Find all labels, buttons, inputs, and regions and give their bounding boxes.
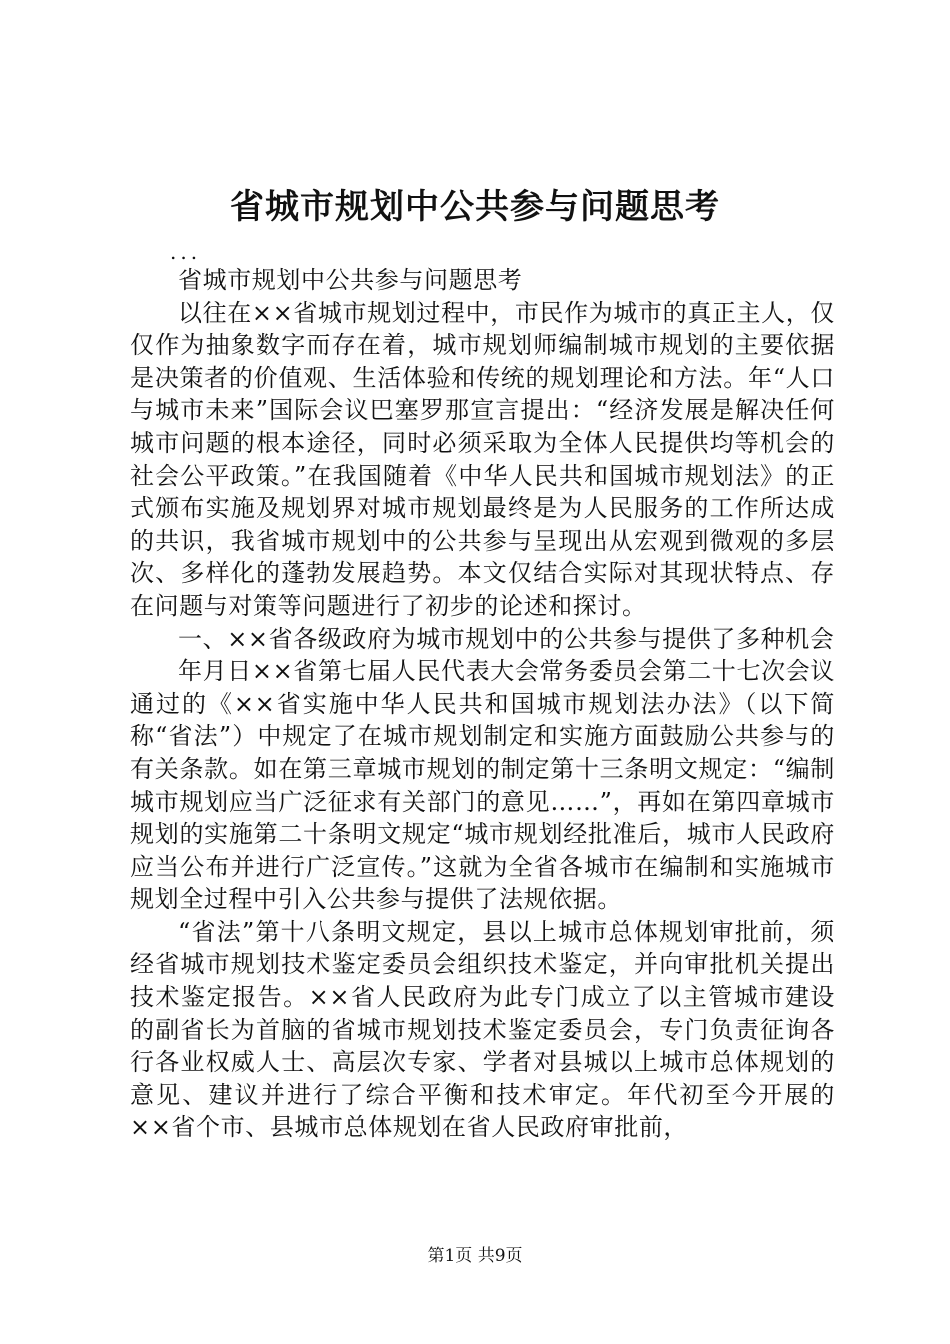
document-body bbox=[130, 240, 835, 1144]
subtitle-paragraph: 省城市规划中公共参与问题思考 bbox=[178, 266, 523, 294]
body-paragraph: “省法”第十八条明文规定，县以上城市总体规划审批前，须经省城市规划技术鉴定委员会组织技术鉴定，并向审批机关提出技术鉴定报告。××省人民政府为此专门成立了以主管城市建设的副省长为首脑的省城市规划技术鉴定委员会，专门负责征询各行各业权威人士、高层次专家、学者对县城以上城市总体规划的意见、建议并进行了综合平衡和技术审定。年代初至今开展的××省个市、县城市总体规划在省人民政府审批前， bbox=[130, 917, 835, 1142]
page-number: 第1页 共9页 bbox=[427, 1246, 523, 1266]
body-paragraph: 以往在××省城市规划过程中，市民作为城市的真正主人，仅仅作为抽象数字而存在着，城市规划师编制城市规划的主要依据是决策者的价值观、生活体验和传统的规划理论和方法。年“人口与城市未来”国际会议巴塞罗那宣言提出：“经济发展是解决任何城市问题的根本途径，同时必须采取为全体人民提供均等机会的社会公平政策。”在我国随着《中华人民共和国城市规划法》的正式颁布实施及规划界对城市规划最终是为人民服务的工作所达成的共识，我省城市规划中的公共参与呈现出从宏观到微观的多层次、多样化的蓬勃发展趋势。本文仅结合实际对其现状特点、存在问题与对策等问题进行了初步的论述和探讨。 bbox=[130, 298, 835, 620]
section-heading: 一、××省各级政府为城市规划中的公共参与提供了多种机会 bbox=[178, 624, 835, 653]
ellipsis-marker: ... bbox=[170, 240, 202, 264]
document-title: 省城市规划中公共参与问题思考 bbox=[230, 187, 720, 227]
body-paragraph: 年月日××省第七届人民代表大会常务委员会第二十七次会议通过的《××省实施中华人民共和国城市规划法办法》（以下简称“省法”）中规定了在城市规划制定和实施方面鼓励公共参与的有关条款。如在第三章城市规划的制定第十三条明文规定：“编制城市规划应当广泛征求有关部门的意见……”，再如在第四章城市规划的实施第二十条明文规定“城市规划经批准后，城市人民政府应当公布并进行广泛宣传。”这就为全省各城市在编制和实施城市规划全过程中引入公共参与提供了法规依据。 bbox=[130, 657, 835, 914]
